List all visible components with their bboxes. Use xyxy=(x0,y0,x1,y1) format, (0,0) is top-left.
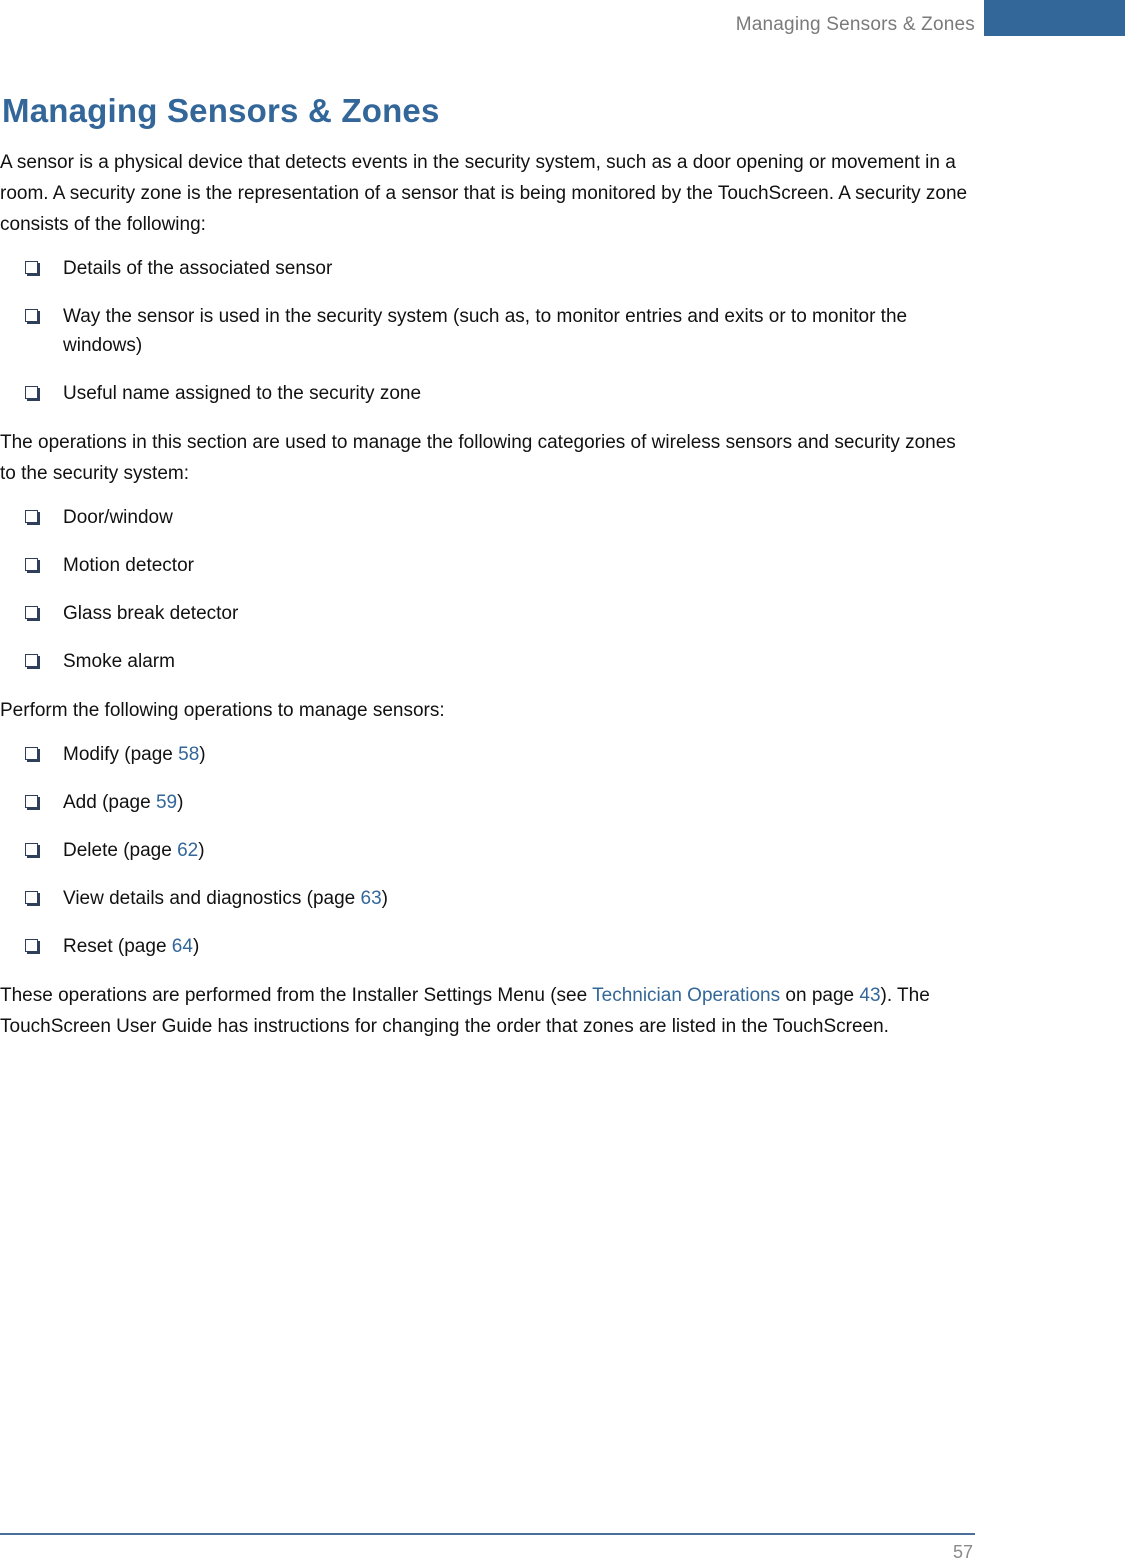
technician-operations-link[interactable]: Technician Operations xyxy=(592,985,781,1006)
checkbox-bullet-icon xyxy=(25,261,38,274)
list-item: Glass break detector xyxy=(0,599,975,628)
page-link-reset[interactable]: 64 xyxy=(171,936,193,957)
operations-list xyxy=(0,740,975,961)
zone-details-list xyxy=(0,254,975,408)
operations-paragraph: Perform the following operations to manage sensors: xyxy=(0,700,445,721)
checkbox-bullet-icon xyxy=(25,843,38,856)
list-item: Add (page 59) xyxy=(0,788,975,817)
page-link-delete[interactable]: 62 xyxy=(177,840,199,861)
checkbox-bullet-icon xyxy=(25,795,38,808)
checkbox-bullet-icon xyxy=(25,654,38,667)
list-item: Useful name assigned to the security zone xyxy=(0,379,975,408)
checkbox-bullet-icon xyxy=(25,606,38,619)
footer-divider xyxy=(0,1533,975,1535)
checkbox-bullet-icon xyxy=(25,891,38,904)
list-item: Smoke alarm xyxy=(0,647,975,676)
list-item: Details of the associated sensor xyxy=(0,254,975,283)
page-link-add[interactable]: 59 xyxy=(155,792,178,813)
list-item: Way the sensor is used in the security system (such as, to monitor entries and exits or to monitor the windows) xyxy=(0,302,975,360)
page-title: Managing Sensors & Zones xyxy=(2,92,440,129)
list-item: View details and diagnostics (page 63) xyxy=(0,884,975,913)
main-content xyxy=(0,92,975,1056)
list-item: Reset (page 64) xyxy=(0,932,975,961)
sensor-categories-list xyxy=(0,503,975,676)
running-header-title: Managing Sensors & Zones xyxy=(735,14,975,35)
page-number: 57 xyxy=(952,1542,973,1562)
list-item: Modify (page 58) xyxy=(0,740,975,769)
list-item: Door/window xyxy=(0,503,975,532)
categories-paragraph: The operations in this section are used to manage the following categories of wireless sensors and security zones to the security system: xyxy=(0,432,956,484)
closing-paragraph: These operations are performed from the Installer Settings Menu (see Technician Operations on page 43). The TouchScreen User Guide has instructions for changing the order that zones are listed in the TouchScreen. xyxy=(0,985,930,1037)
checkbox-bullet-icon xyxy=(25,309,38,322)
checkbox-bullet-icon xyxy=(25,747,38,760)
checkbox-bullet-icon xyxy=(25,510,38,523)
intro-paragraph: A sensor is a physical device that detects events in the security system, such as a door opening or movement in a room. A security zone is the representation of a sensor that is being monitored by the TouchScreen. A security zone consists of the following: xyxy=(0,152,968,235)
page-link-view-details[interactable]: 63 xyxy=(360,888,382,909)
checkbox-bullet-icon xyxy=(25,939,38,952)
checkbox-bullet-icon xyxy=(25,558,38,571)
checkbox-bullet-icon xyxy=(25,386,38,399)
header-accent-block xyxy=(984,0,1125,36)
page-link-43[interactable]: 43 xyxy=(859,985,881,1006)
list-item: Motion detector xyxy=(0,551,975,580)
page-link-modify[interactable]: 58 xyxy=(178,744,200,765)
list-item: Delete (page 62) xyxy=(0,836,975,865)
